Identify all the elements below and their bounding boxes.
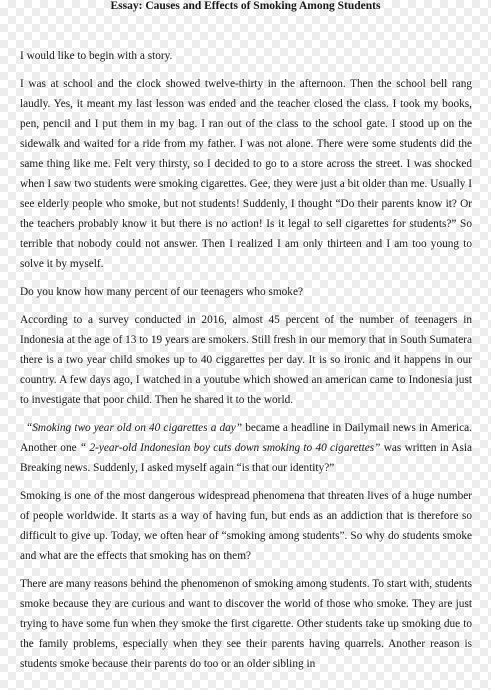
essay-body [20,46,472,682]
headline-quote-dailymail: “Smoking two year old on 40 cigarettes a day” [26,422,243,434]
paragraph-story: I was at school and the clock showed twelve-thirty in the afternoon. Then the school bell rang laudly. Yes, it meant my last lesson was ended and the teacher closed the class. I took my books, pen, pencil and I put them in my bag. I ran out of the class to the school gate. I stood up on the sidewalk and waited for a ride from my father. I was not alone. There were some students did the same thing like me. Felt very thirsty, so I decided to go to a store across the street. I was shocked when I saw two students were smoking cigarettes. Gee, they were just a bit older than me. Usually I see elderly people who smoke, but not students! Suddenly, I thought “Do their parents know it? Or the teachers probably know it but there is no action! Is it legal to sell cigarettes for students?” So terrible that nobody could not answer. Then I realized I am only thirteen and I am too young to solve it by myself. [20,78,472,270]
paragraph-survey: According to a survey conducted in 2016, almost 45 percent of the number of teenagers in Indonesia at the age of 13 to 19 years are smokers. Still fresh in our memory that in South Sumatera there is a two year child smokes up to 40 ciggarettes per day. It is so ironic and it happens in our country. A few days ago, I watched in a youtube which showed an american came to Indonesia just to investigate that poor child. Then he shared it to the world. [20,314,472,406]
paragraph-intro: I would like to begin with a story. [20,50,173,62]
paragraph-phenomenon: Smoking is one of the most dangerous widespread phenomena that threaten lives of a huge number of people worldwide. It starts as a way of having fun, but ends as an addiction that is therefore so difficult to give up. Today, we often hear of “smoking among students”. So why do students smoke and what are the effects that smoking has on them? [20,490,472,562]
essay-title: Essay: Causes and Effects of Smoking Among Students [110,0,381,12]
paragraph-reasons: There are many reasons behind the phenomenon of smoking among students. To start with, students smoke because they are curious and want to discover the world of those who smoke. They are just trying to have some fun when they smoke the first cigarette. Other students take up smoking due to the family problems, especially when they see their parents having quarrels. Another reason is students smoke because their parents do too or an older sibling in [20,578,472,670]
paragraph-question: Do you know how many percent of our teenagers who smoke? [20,286,303,298]
headline-quote-asia: “ 2-year-old Indonesian boy cuts down smoking to 40 cigarettes” [79,442,381,454]
headline-text-2: was written in Asia Breaking news. Suddenly, I asked myself again “is that our identity?” [20,442,472,474]
headline-text-1: became a headline in Dailymail news in America. Another one [20,422,472,454]
paragraph-headlines [20,418,472,478]
